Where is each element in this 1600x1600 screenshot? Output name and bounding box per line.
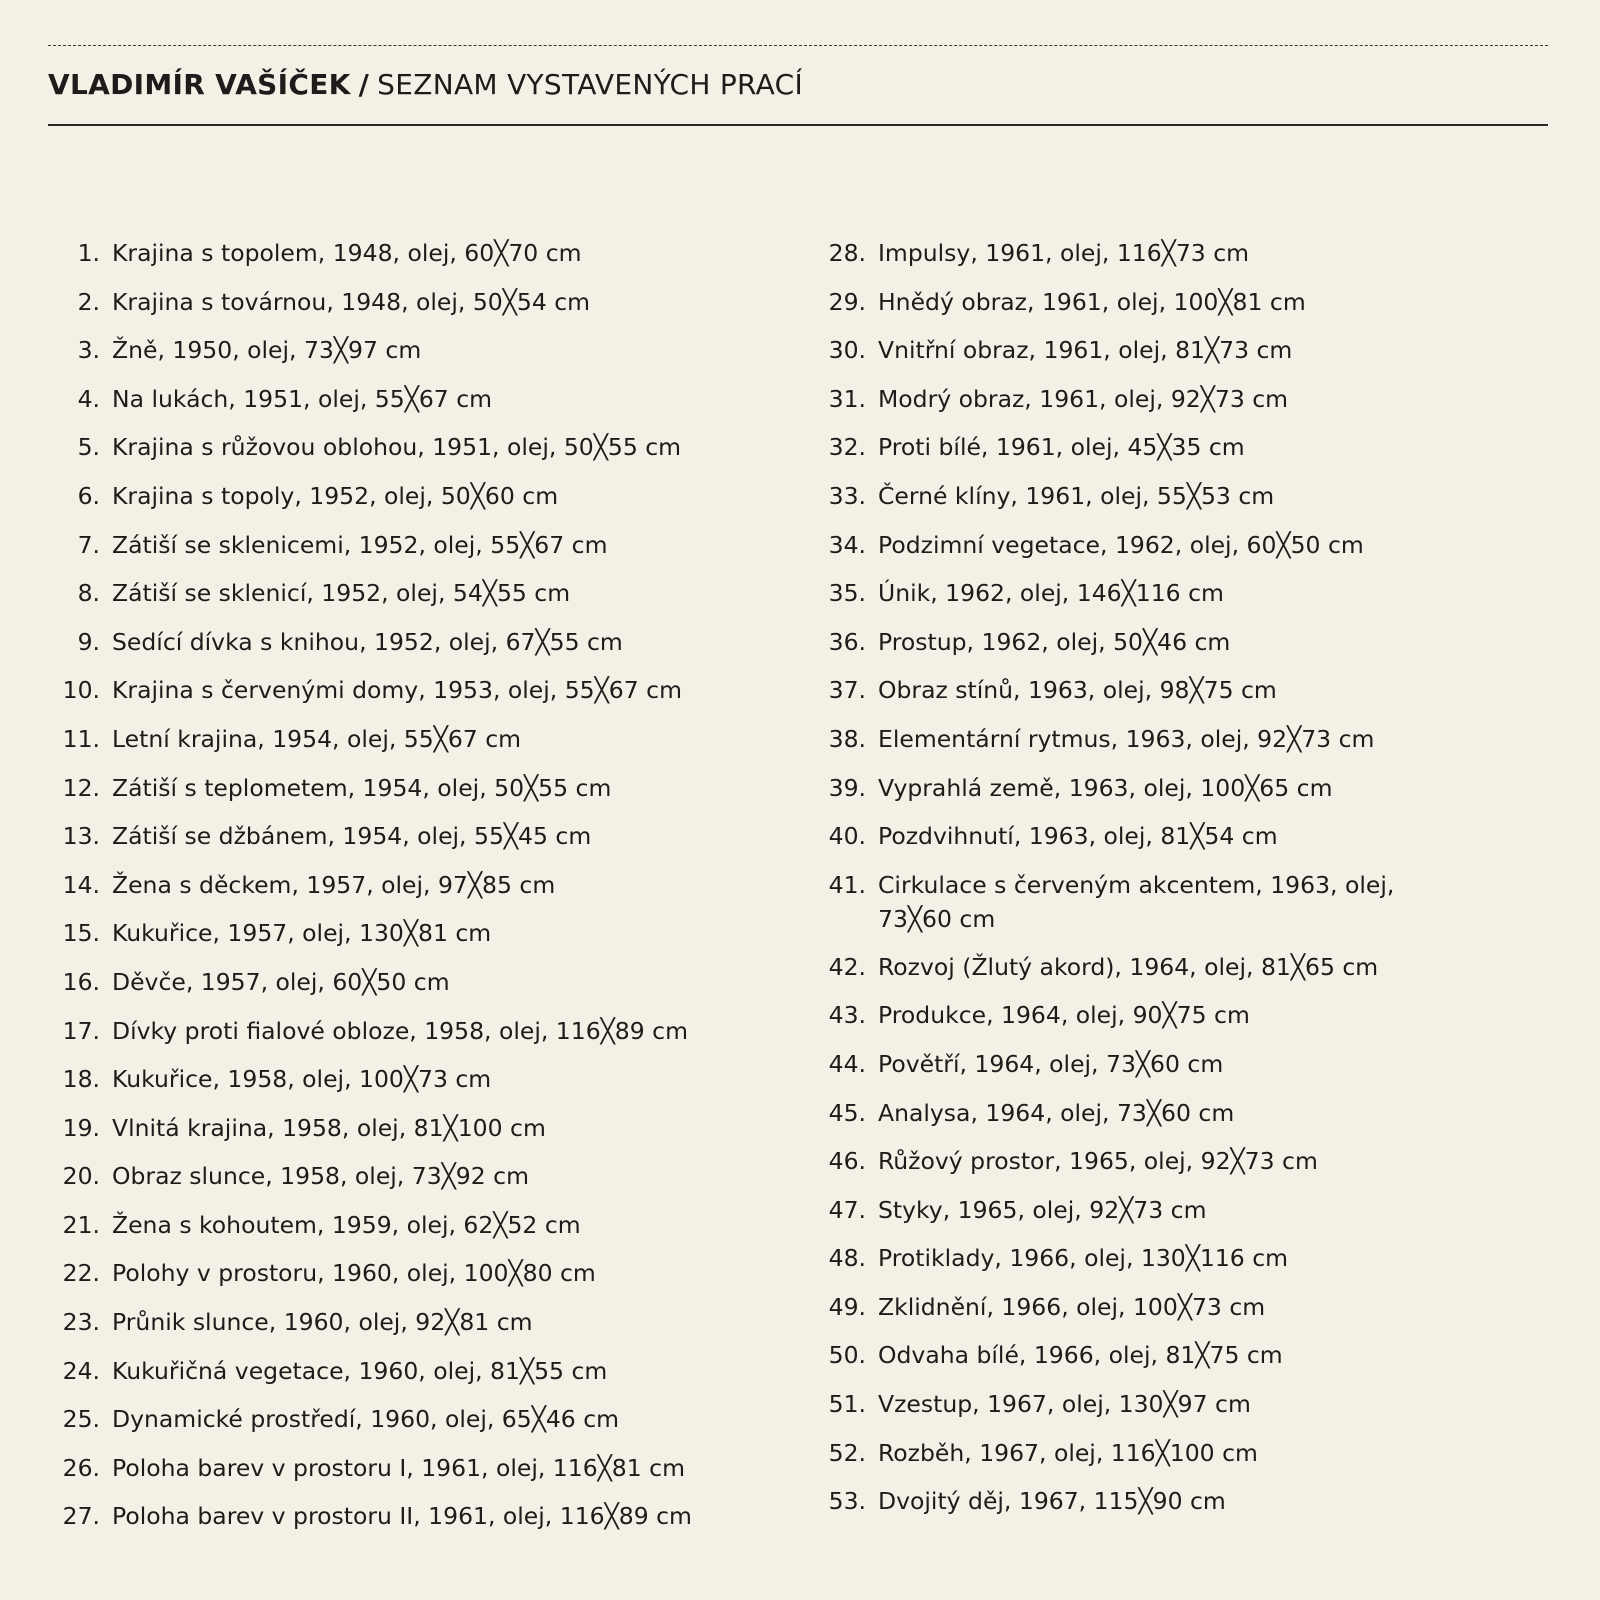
work-description: Děvče, 1957, olej, 60╳50 cm bbox=[112, 967, 450, 996]
work-description: Únik, 1962, olej, 146╳116 cm bbox=[878, 579, 1224, 608]
work-item bbox=[40, 1499, 780, 1548]
work-item bbox=[806, 1484, 1446, 1533]
work-item bbox=[806, 285, 1446, 334]
work-number: 34. bbox=[828, 530, 866, 559]
work-description: Žně, 1950, olej, 73╳97 cm bbox=[112, 336, 422, 365]
work-description: Dynamické prostředí, 1960, olej, 65╳46 cm bbox=[112, 1405, 620, 1434]
work-item bbox=[806, 333, 1446, 382]
work-number: 10. bbox=[62, 676, 100, 705]
work-description: Vzestup, 1967, olej, 130╳97 cm bbox=[878, 1390, 1251, 1419]
work-item bbox=[806, 528, 1446, 577]
work-description: Kukuřice, 1957, olej, 130╳81 cm bbox=[112, 919, 492, 948]
work-description: Na lukách, 1951, olej, 55╳67 cm bbox=[112, 384, 493, 413]
work-number: 39. bbox=[828, 773, 866, 802]
work-description: Obraz slunce, 1958, olej, 73╳92 cm bbox=[112, 1162, 529, 1191]
work-number: 17. bbox=[62, 1016, 100, 1045]
work-number: 12. bbox=[62, 773, 100, 802]
work-description: Růžový prostor, 1965, olej, 92╳73 cm bbox=[878, 1147, 1318, 1176]
work-description: Elementární rytmus, 1963, olej, 92╳73 cm bbox=[878, 724, 1375, 753]
work-item bbox=[40, 673, 780, 722]
work-number: 53. bbox=[828, 1487, 866, 1516]
works-list-left bbox=[40, 236, 780, 1548]
work-number: 51. bbox=[828, 1390, 866, 1419]
work-description: Analysa, 1964, olej, 73╳60 cm bbox=[878, 1098, 1235, 1127]
work-item bbox=[40, 722, 780, 771]
work-description: Polohy v prostoru, 1960, olej, 100╳80 cm bbox=[112, 1259, 596, 1288]
work-number: 43. bbox=[828, 1001, 866, 1030]
list-title: SEZNAM VYSTAVENÝCH PRACÍ bbox=[377, 68, 804, 101]
work-number: 49. bbox=[828, 1292, 866, 1321]
work-item bbox=[806, 1338, 1446, 1387]
work-number: 36. bbox=[828, 627, 866, 656]
work-number: 35. bbox=[828, 579, 866, 608]
work-item bbox=[806, 1193, 1446, 1242]
work-description: Styky, 1965, olej, 92╳73 cm bbox=[878, 1195, 1207, 1224]
work-item bbox=[806, 950, 1446, 999]
work-item bbox=[806, 1144, 1446, 1193]
work-item bbox=[806, 1096, 1446, 1145]
work-number: 25. bbox=[62, 1405, 100, 1434]
work-description: Letní krajina, 1954, olej, 55╳67 cm bbox=[112, 724, 522, 753]
work-number: 45. bbox=[828, 1098, 866, 1127]
work-description: Cirkulace s červeným akcentem, 1963, olej, 73╳60 cm bbox=[878, 870, 1395, 933]
work-description: Vnitřní obraz, 1961, olej, 81╳73 cm bbox=[878, 336, 1293, 365]
work-description: Krajina s topolem, 1948, olej, 60╳70 cm bbox=[112, 239, 582, 267]
work-description: Zátiší se sklenicí, 1952, olej, 54╳55 cm bbox=[112, 579, 571, 608]
work-description: Rozběh, 1967, olej, 116╳100 cm bbox=[878, 1438, 1258, 1467]
work-description: Vyprahlá země, 1963, olej, 100╳65 cm bbox=[878, 773, 1333, 802]
header-separator: / bbox=[358, 68, 370, 101]
work-item bbox=[806, 576, 1446, 625]
work-item bbox=[40, 333, 780, 382]
work-number: 5. bbox=[77, 433, 100, 462]
work-item bbox=[806, 1290, 1446, 1339]
work-item bbox=[40, 1062, 780, 1111]
work-description: Modrý obraz, 1961, olej, 92╳73 cm bbox=[878, 384, 1289, 413]
work-number: 42. bbox=[828, 952, 866, 981]
work-description: Černé klíny, 1961, olej, 55╳53 cm bbox=[878, 481, 1275, 510]
work-number: 2. bbox=[77, 287, 100, 316]
work-description: Kukuřičná vegetace, 1960, olej, 81╳55 cm bbox=[112, 1356, 608, 1385]
work-item bbox=[806, 1387, 1446, 1436]
work-item bbox=[40, 479, 780, 528]
work-description: Prostup, 1962, olej, 50╳46 cm bbox=[878, 627, 1231, 656]
work-description: Dvojitý děj, 1967, 115╳90 cm bbox=[878, 1487, 1226, 1516]
work-item bbox=[806, 998, 1446, 1047]
work-description: Rozvoj (Žlutý akord), 1964, olej, 81╳65 cm bbox=[878, 952, 1379, 981]
work-item bbox=[40, 916, 780, 965]
work-description: Zátiší se sklenicemi, 1952, olej, 55╳67 cm bbox=[112, 530, 608, 559]
work-item bbox=[806, 819, 1446, 868]
work-item bbox=[806, 382, 1446, 431]
work-number: 15. bbox=[62, 919, 100, 948]
top-rule bbox=[48, 45, 1548, 46]
header-rule bbox=[48, 124, 1548, 126]
work-number: 13. bbox=[62, 822, 100, 851]
work-description: Žena s děckem, 1957, olej, 97╳85 cm bbox=[112, 870, 556, 899]
work-description: Proti bílé, 1961, olej, 45╳35 cm bbox=[878, 433, 1245, 462]
work-description: Vlnitá krajina, 1958, olej, 81╳100 cm bbox=[112, 1113, 546, 1142]
work-number: 52. bbox=[828, 1438, 866, 1467]
work-description: Dívky proti fialové obloze, 1958, olej, 116╳89 cm bbox=[112, 1016, 688, 1045]
work-item bbox=[806, 430, 1446, 479]
work-description: Krajina s továrnou, 1948, olej, 50╳54 cm bbox=[112, 287, 591, 316]
work-number: 38. bbox=[828, 724, 866, 753]
work-number: 1. bbox=[77, 239, 100, 267]
work-item bbox=[806, 771, 1446, 820]
work-item bbox=[40, 236, 780, 285]
work-number: 19. bbox=[62, 1113, 100, 1142]
work-number: 28. bbox=[828, 239, 866, 267]
work-item bbox=[40, 528, 780, 577]
work-number: 6. bbox=[77, 481, 100, 510]
work-number: 18. bbox=[62, 1065, 100, 1094]
work-number: 27. bbox=[62, 1502, 100, 1531]
work-item bbox=[806, 625, 1446, 674]
work-item bbox=[40, 1451, 780, 1500]
work-description: Pozdvihnutí, 1963, olej, 81╳54 cm bbox=[878, 822, 1278, 851]
work-number: 20. bbox=[62, 1162, 100, 1191]
work-description: Žena s kohoutem, 1959, olej, 62╳52 cm bbox=[112, 1210, 581, 1239]
work-number: 4. bbox=[77, 384, 100, 413]
work-item bbox=[40, 868, 780, 917]
work-item bbox=[40, 771, 780, 820]
work-item bbox=[806, 236, 1446, 285]
work-item bbox=[40, 1305, 780, 1354]
work-item bbox=[40, 1354, 780, 1403]
work-item bbox=[806, 1047, 1446, 1096]
work-description: Produkce, 1964, olej, 90╳75 cm bbox=[878, 1001, 1250, 1030]
work-description: Poloha barev v prostoru I, 1961, olej, 116╳81 cm bbox=[112, 1453, 685, 1482]
work-item bbox=[40, 625, 780, 674]
work-description: Zátiší s teplometem, 1954, olej, 50╳55 cm bbox=[112, 773, 612, 802]
work-number: 11. bbox=[62, 724, 100, 753]
work-item bbox=[806, 479, 1446, 528]
work-item bbox=[806, 722, 1446, 771]
work-item bbox=[40, 965, 780, 1014]
work-number: 40. bbox=[828, 822, 866, 851]
work-item bbox=[40, 382, 780, 431]
work-number: 47. bbox=[828, 1195, 866, 1224]
work-item bbox=[40, 1111, 780, 1160]
work-description: Hnědý obraz, 1961, olej, 100╳81 cm bbox=[878, 287, 1306, 316]
work-number: 14. bbox=[62, 870, 100, 899]
work-item bbox=[40, 430, 780, 479]
work-item bbox=[40, 1014, 780, 1063]
work-number: 9. bbox=[77, 627, 100, 656]
work-number: 44. bbox=[828, 1049, 866, 1078]
work-number: 16. bbox=[62, 967, 100, 996]
work-number: 31. bbox=[828, 384, 866, 413]
work-description: Podzimní vegetace, 1962, olej, 60╳50 cm bbox=[878, 530, 1364, 559]
work-number: 30. bbox=[828, 336, 866, 365]
work-number: 24. bbox=[62, 1356, 100, 1385]
work-item bbox=[40, 1402, 780, 1451]
work-number: 32. bbox=[828, 433, 866, 462]
work-item bbox=[40, 1208, 780, 1257]
work-description: Krajina s červenými domy, 1953, olej, 55╳67 cm bbox=[112, 676, 682, 705]
work-item bbox=[806, 1436, 1446, 1485]
work-description: Krajina s topoly, 1952, olej, 50╳60 cm bbox=[112, 481, 559, 510]
works-list-right bbox=[806, 236, 1446, 1533]
work-description: Průnik slunce, 1960, olej, 92╳81 cm bbox=[112, 1308, 533, 1337]
work-item bbox=[806, 673, 1446, 722]
work-number: 21. bbox=[62, 1210, 100, 1239]
work-description: Povětří, 1964, olej, 73╳60 cm bbox=[878, 1049, 1224, 1078]
work-description: Obraz stínů, 1963, olej, 98╳75 cm bbox=[878, 676, 1277, 705]
work-description: Odvaha bílé, 1966, olej, 81╳75 cm bbox=[878, 1341, 1283, 1370]
work-description: Sedící dívka s knihou, 1952, olej, 67╳55 cm bbox=[112, 627, 623, 656]
page-header bbox=[48, 68, 803, 101]
work-item bbox=[40, 1256, 780, 1305]
work-number: 46. bbox=[828, 1147, 866, 1176]
work-item bbox=[40, 819, 780, 868]
work-description: Protiklady, 1966, olej, 130╳116 cm bbox=[878, 1244, 1289, 1273]
work-item bbox=[40, 1159, 780, 1208]
work-description: Poloha barev v prostoru II, 1961, olej, 116╳89 cm bbox=[112, 1502, 692, 1531]
work-number: 50. bbox=[828, 1341, 866, 1370]
work-item bbox=[40, 285, 780, 334]
work-number: 48. bbox=[828, 1244, 866, 1273]
work-number: 3. bbox=[77, 336, 100, 365]
work-description: Krajina s růžovou oblohou, 1951, olej, 50╳55 cm bbox=[112, 433, 682, 462]
work-number: 29. bbox=[828, 287, 866, 316]
work-description: Zklidnění, 1966, olej, 100╳73 cm bbox=[878, 1292, 1266, 1321]
work-item bbox=[40, 576, 780, 625]
work-number: 7. bbox=[77, 530, 100, 559]
work-number: 22. bbox=[62, 1259, 100, 1288]
work-description: Zátiší se džbánem, 1954, olej, 55╳45 cm bbox=[112, 822, 592, 851]
work-item bbox=[806, 1241, 1446, 1290]
work-number: 8. bbox=[77, 579, 100, 608]
work-description: Kukuřice, 1958, olej, 100╳73 cm bbox=[112, 1065, 492, 1094]
work-description: Impulsy, 1961, olej, 116╳73 cm bbox=[878, 239, 1250, 267]
work-number: 37. bbox=[828, 676, 866, 705]
author-name: VLADIMÍR VAŠÍČEK bbox=[48, 68, 351, 101]
work-number: 23. bbox=[62, 1308, 100, 1337]
work-number: 41. bbox=[828, 870, 866, 899]
work-item bbox=[806, 868, 1446, 950]
work-number: 33. bbox=[828, 481, 866, 510]
work-number: 26. bbox=[62, 1453, 100, 1482]
